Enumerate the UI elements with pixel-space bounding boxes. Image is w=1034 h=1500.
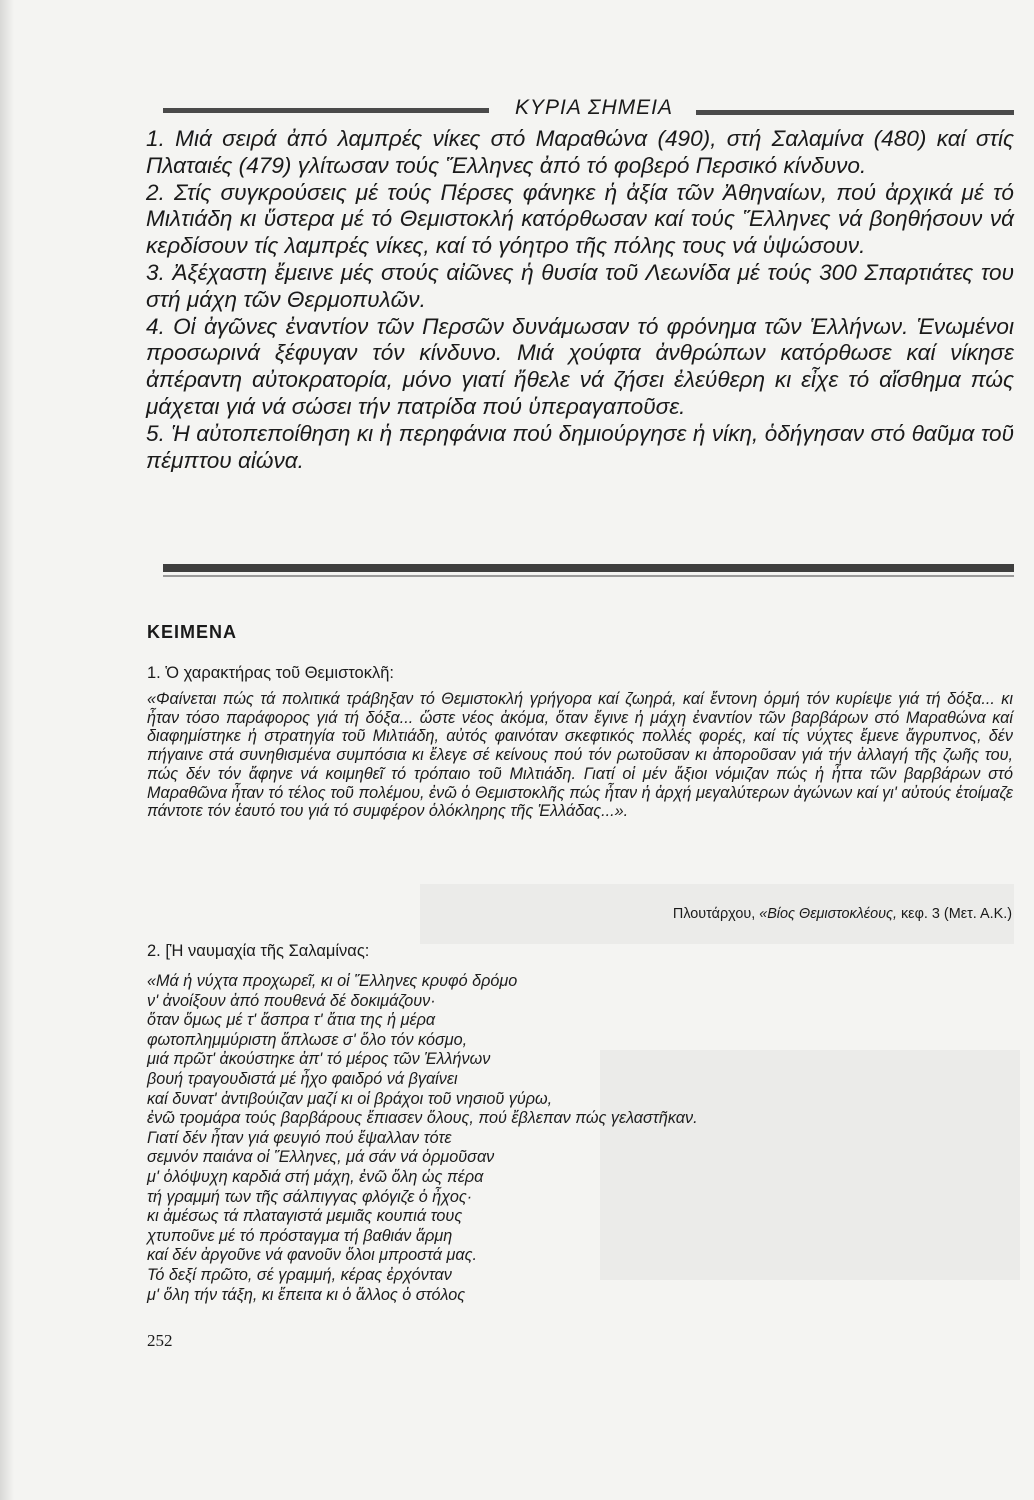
poem-line: «Μά ἡ νύχτα προχωρεῖ, κι οἱ Ἕλληνες κρυφό δρόμο — [147, 972, 518, 990]
poem-line: ν' ἀνοίξουν ἀπό πουθενά δέ δοκιμάζουν· — [147, 991, 436, 1010]
source-author: Πλουτάρχου, — [672, 906, 760, 922]
poem-line: φωτοπλημμύριστη ἅπλωσε σ' ὅλο τόν κόσμο, — [147, 1030, 468, 1049]
text-1-title: 1. Ὁ χαρακτήρας τοῦ Θεμιστοκλῆ: — [147, 664, 394, 682]
key-points-header — [163, 96, 1014, 126]
poem-line: Τό δεξί πρῶτο, σέ γραμμή, κέρας ἐρχόνταν — [147, 1265, 452, 1284]
key-point: 2. Στίς συγκρούσεις μέ τούς Πέρσες φάνηκε ἡ ἀξία τῶν Ἀθηναίων, πού ἀρχικά μέ τό Μιλτιάδη κι ὕστερα μέ τό Θεμιστοκλή κατόρθωσαν καί τούς Ἕλληνες νά βοηθήσουν νά κερδίσουν τίς λαμπρές νίκες, καί τό γόητρο τῆς πόλης τους νά ὑψώσουν. — [146, 179, 1014, 259]
key-point: 4. Οἱ ἀγῶνες ἐναντίον τῶν Περσῶν δυνάμωσαν τό φρόνημα τῶν Ἑλλήνων. Ἑνωμένοι προσωρινά ξέφυγαν τόν κίνδυνο. Μιά χούφτα ἀνθρώπων κατόρθωσε καί νίκησε ἀπέραντη αὐτοκρατορία, μόνο γιατί ἤθελε νά ζήσει ἐλεύθερη κι εἶχε τό αἴσθημα πώς μάχεται γιά νά σώσει τήν πατρίδα πού ὑπεραγαποῦσε. — [146, 313, 1014, 419]
source-reference: κεφ. 3 (Μετ. Α.Κ.) — [896, 906, 1012, 922]
key-points-list — [146, 126, 1014, 474]
key-point: 5. Ἡ αὐτοπεποίθηση κι ἡ περηφάνια πού δημιούργησε ἡ νίκη, ὁδήγησαν στό θαῦμα τοῦ πέμπτου αἰώνα. — [146, 420, 1014, 473]
poem-line: Γιατί δέν ἦταν γιά φευγιό πού ἔψαλλαν τότε — [147, 1128, 452, 1147]
key-points-title: ΚΥΡΙΑ ΣΗΜΕΙΑ — [514, 96, 673, 119]
poem-line: ἐνῶ τρομάρα τούς βαρβάρους ἔπιασεν ὅλους, πού ἔβλεπαν πώς γελαστῆκαν. — [147, 1109, 698, 1128]
key-points-bottom-rule-thin — [163, 575, 1014, 577]
poem-line: χτυποῦνε μέ τό πρόσταγμα τή βαθιάν ἅρμη — [147, 1226, 453, 1245]
poem-line: καί δυνατ' ἀντιβούιζαν μαζί κι οἱ βράχοι τοῦ νησιοῦ γύρω, — [147, 1089, 553, 1108]
page-gutter-shadow — [0, 0, 14, 1500]
poem-line: τή γραμμή των τῆς σάλπιγγας φλόγιζε ὁ ἦχος· — [147, 1187, 473, 1206]
poem-line: ὅταν ὅμως μέ τ' ἄσπρα τ' ἄτια της ἡ μέρα — [147, 1011, 436, 1030]
text-2-title: 2. [Ἡ ναυμαχία τῆς Σαλαμίνας: — [147, 942, 370, 960]
key-point: 1. Μιά σειρά ἀπό λαμπρές νίκες στό Μαραθώνα (490), στή Σαλαμίνα (480) καί στίς Πλαταιές (479) γλίτωσαν τούς Ἕλληνες ἀπό τό φοβερό Περσικό κίνδυνο. — [146, 126, 1014, 178]
poem-line: βουή τραγουδιστά μέ ἦχο φαιδρό νά βγαίνει — [147, 1069, 458, 1088]
texts-heading: ΚΕΙΜΕΝΑ — [147, 622, 238, 642]
source-work: «Βίος Θεμιστοκλέους, — [759, 906, 897, 922]
poem-line: σεμνόν παιάνα οἱ Ἕλληνες, μά σάν νά ὁρμοῦσαν — [147, 1148, 495, 1167]
text-1-source — [673, 906, 1012, 922]
header-rule-left — [163, 108, 489, 113]
key-point: 3. Ἀξέχαστη ἔμεινε μές στούς αἰῶνες ἡ θυσία τοῦ Λεωνίδα μέ τούς 300 Σπαρτιάτες του στή μάχη τῶν Θερμοπυλῶν. — [146, 259, 1014, 312]
quote-paragraph: «Φαίνεται πώς τά πολιτικά τράβηξαν τό Θεμιστοκλή γρήγορα καί ζωηρά, καί ἔντονη ὁρμή τόν κυρίεψε γιά τή δόξα... κι ἦταν τόσο παράφορος γιά τή δόξα... ὥστε νέος ἀκόμα, ὅταν ἔγινε ἡ μάχη ἐναντίον τῶν βαρβάρων στό Μαραθώνα καί διαφημίστηκε ἡ στρατηγία τοῦ Μιλτιάδη, αὐτός φαινόταν σκεφτικός πολλές φορές, καί τίς νύχτες ἔμενε ἄγρυπνος, δέν πήγαινε στά συνηθισμένα συμπόσια κι ἔλεγε σέ κείνους πού τόν ρωτοῦσαν κι ἀποροῦσαν γιά τήν ἀλλαγή τῆς ζωῆς του, πώς δέν τόν ἄφηνε νά κοιμηθεῖ τό τρόπαιο τοῦ Μιλτιάδη. Γιατί οἱ μέν ἄξιοι νόμιζαν πώς ἡ ἧττα τῶν βαρβάρων στό Μαραθῶνα ἦταν τό τέλος τοῦ πολέμου, ἐνῶ ὁ Θεμιστοκλῆς πώς ἦταν ἡ ἀρχή μεγαλύτερων ἀγώνων καί γι' αὐτούς ἑτοίμαζε πάντοτε τόν ἑαυτό του γιά τό συμφέρον ὁλόκληρης τῆς Ἑλλάδας...». — [147, 690, 1013, 821]
poem-line: μ' ὁλόψυχη καρδιά στή μάχη, ἐνῶ ὅλη ὡς πέρα — [147, 1167, 484, 1186]
poem-line: μιά πρῶτ' ἀκούστηκε ἀπ' τό μέρος τῶν Ἑλλήνων — [147, 1050, 491, 1069]
text-1-quote — [147, 690, 1013, 821]
header-rule-right — [696, 110, 1014, 115]
poem-line: μ' ὅλη τήν τάξη, κι ἔπειτα κι ὁ ἄλλος ὁ στόλος — [147, 1285, 466, 1304]
text-2-poem — [147, 972, 1027, 1305]
poem-line: καί δέν ἀργοῦνε νά φανοῦν ὅλοι μπροστά μας. — [147, 1246, 477, 1265]
poem-line: κι ἀμέσως τά πλαταγιστά μεμιᾶς κουπιά τους — [147, 1207, 463, 1226]
key-points-bottom-rule — [163, 564, 1014, 572]
page-number: 252 — [147, 1331, 173, 1350]
